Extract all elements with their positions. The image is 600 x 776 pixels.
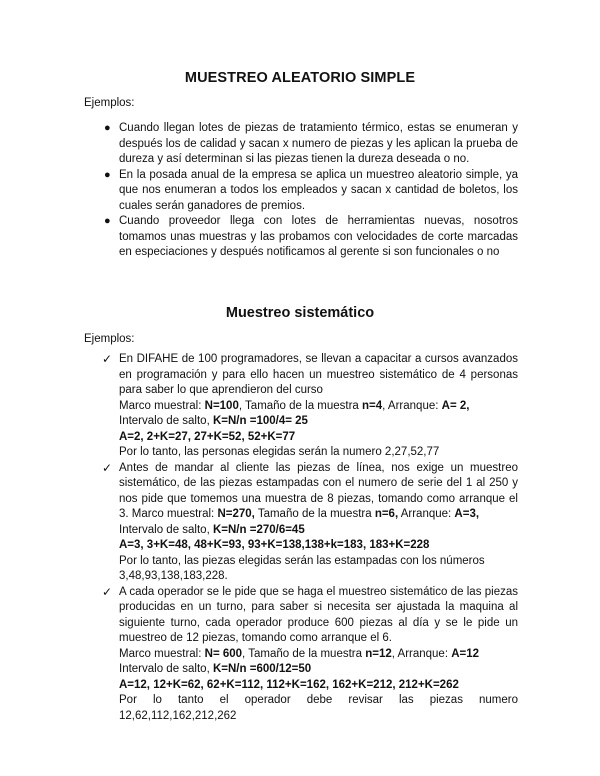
bullet-list-aleatorio bbox=[104, 121, 518, 261]
bullet-icon: ● bbox=[104, 122, 111, 134]
conclusion-line: Por lo tanto, las personas elegidas serán la numero 2,27,52,77 bbox=[119, 446, 440, 458]
list-item bbox=[104, 585, 518, 725]
list-item: ● Cuando llegan lotes de piezas de tratamiento térmico, estas se enumeran y después los de calidad y sacan x numero de piezas y les aplican la prueba de dureza y así determinan si las piezas tienen la dureza deseada o no. bbox=[104, 122, 518, 165]
conclusion-line: Por lo tanto, las piezas elegidas serán las estampadas con los números 3,48,93,138,183,228. bbox=[119, 554, 485, 582]
list-item: ● En la posada anual de la empresa se aplica un muestreo aleatorio simple, ya que nos enumeran a todos los empleados y sacan x cantidad de boletos, los cuales serán ganadores de premios. bbox=[104, 168, 518, 212]
example-intro: Antes de mandar al cliente las piezas de línea, nos exige un muestreo sistemático, de las piezas estampadas con el numero de serie del 1 al 250 y nos pide que tomemos una muestra de 8 piezas, tomando como arranque el 3. Marco muestral: N=270, Tamaño de la muestra n=6, Arranque: A=3, bbox=[119, 461, 518, 520]
examples-label: Ejemplos: bbox=[84, 333, 135, 345]
sequence-line: A=3, 3+K=48, 48+K=93, 93+K=138,138+k=183, 183+K=228 bbox=[119, 539, 430, 551]
sequence-line: A=12, 12+K=62, 62+K=112, 112+K=162, 162+K=212, 212+K=262 bbox=[119, 678, 459, 691]
checkmark-icon: ✓ bbox=[102, 352, 113, 366]
list-item bbox=[104, 461, 518, 585]
example-intro: En DIFAHE de 100 programadores, se llevan a capacitar a cursos avanzados en programación y para ello hacen un muestreo sistemático de 4 personas para saber lo que aprendieron del curso bbox=[119, 353, 518, 396]
examples-label: Ejemplos: bbox=[84, 97, 135, 109]
checkmark-icon: ✓ bbox=[102, 584, 113, 599]
bullet-icon: ● bbox=[104, 168, 111, 181]
sequence-line: A=2, 2+K=27, 27+K=52, 52+K=77 bbox=[119, 430, 296, 443]
conclusion-values: 12,62,112,162,212,262 bbox=[119, 709, 237, 722]
list-item bbox=[104, 352, 518, 461]
interval-line: Intervalo de salto, K=N/n =600/12=50 bbox=[119, 663, 312, 675]
section-title-muestreo-aleatorio: MUESTREO ALEATORIO SIMPLE bbox=[184, 70, 416, 86]
bullet-icon: ● bbox=[104, 215, 111, 227]
check-list-sistematico bbox=[104, 352, 518, 724]
list-item: ● Cuando proveedor llega con lotes de herramientas nuevas, nosotros tomamos unas muestras y las probamos con velocidades de corte marcadas en especiaciones y después notificamos al gerente si son funcionales o no bbox=[104, 215, 518, 258]
sampling-frame-line: Marco muestral: N=100, Tamaño de la muestra n=4, Arranque: A= 2, bbox=[119, 399, 470, 412]
section-title-muestreo-sistematico: Muestreo sistemático bbox=[225, 305, 375, 321]
interval-line: Intervalo de salto, K=N/n =100/4= 25 bbox=[119, 415, 308, 427]
example-intro: A cada operador se le pide que se haga el muestreo sistemático de las piezas producidas en un turno, para saber si necesita ser ajustada la maquina al siguiente turno, cada operador produce 600 piezas al día y se le pide un muestreo de 12 piezas, tomando como arranque el 6. bbox=[119, 585, 518, 644]
conclusion-line: Por lo tanto el operador debe revisar las piezas numero bbox=[119, 694, 518, 706]
checkmark-icon: ✓ bbox=[102, 460, 113, 475]
sampling-frame-line: Marco muestral: N= 600, Tamaño de la muestra n=12, Arranque: A=12 bbox=[119, 647, 480, 660]
interval-line: Intervalo de salto, K=N/n =270/6=45 bbox=[119, 523, 305, 536]
